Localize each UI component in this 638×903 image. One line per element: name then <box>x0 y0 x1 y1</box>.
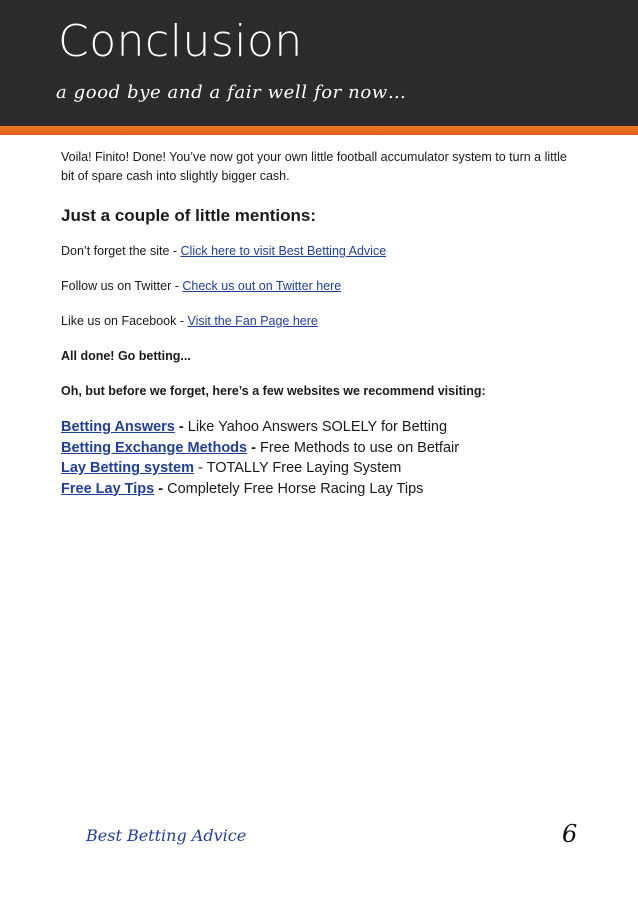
page-header <box>0 0 638 126</box>
site-description: Like Yahoo Answers SOLELY for Betting <box>187 419 448 435</box>
free-lay-tips-link[interactable]: Free Lay Tips <box>61 480 155 497</box>
betting-answers-link[interactable]: Betting Answers <box>61 419 175 435</box>
betting-exchange-methods-link[interactable]: Betting Exchange Methods <box>61 439 248 456</box>
mention-twitter <box>61 277 581 295</box>
lay-betting-system-link[interactable]: Lay Betting system <box>61 460 194 476</box>
visit-site-link[interactable]: Click here to visit Best Betting Advice <box>180 244 387 258</box>
page-number: 6 <box>562 820 578 848</box>
header-accent-bar <box>0 126 638 135</box>
recommended-sites-list <box>61 417 581 499</box>
main-content <box>61 148 581 499</box>
footer-brand: Best Betting Advice <box>86 826 247 845</box>
list-item <box>61 438 581 459</box>
mention-site <box>61 242 581 260</box>
site-separator: - <box>247 439 260 456</box>
facebook-link[interactable]: Visit the Fan Page here <box>187 314 318 328</box>
site-description: Completely Free Horse Racing Lay Tips <box>167 480 424 497</box>
mentions-heading: Just a couple of little mentions: <box>61 206 317 225</box>
site-description: TOTALLY Free Laying System <box>206 460 402 476</box>
mention-site-prefix: Don’t forget the site - <box>61 244 181 258</box>
twitter-link[interactable]: Check us out on Twitter here <box>182 279 342 293</box>
page-title: Conclusion <box>58 16 303 67</box>
list-item <box>61 458 581 479</box>
list-item <box>61 479 581 500</box>
mention-twitter-prefix: Follow us on Twitter - <box>61 279 183 293</box>
list-item <box>61 417 581 438</box>
mention-facebook <box>61 312 581 330</box>
all-done-text: All done! Go betting... <box>61 349 191 363</box>
site-separator: - <box>154 480 168 497</box>
recommend-text: Oh, but before we forget, here’s a few websites we recommend visiting: <box>61 384 486 398</box>
page-subtitle: a good bye and a fair well for now… <box>56 82 407 103</box>
site-separator: - <box>193 460 207 476</box>
mention-facebook-prefix: Like us on Facebook - <box>61 314 188 328</box>
intro-paragraph: Voila! Finito! Done! You’ve now got your own little football accumulator system to turn a little bit of spare cash into slightly bigger cash. <box>61 150 567 183</box>
site-description: Free Methods to use on Betfair <box>260 439 460 456</box>
site-separator: - <box>174 419 188 435</box>
